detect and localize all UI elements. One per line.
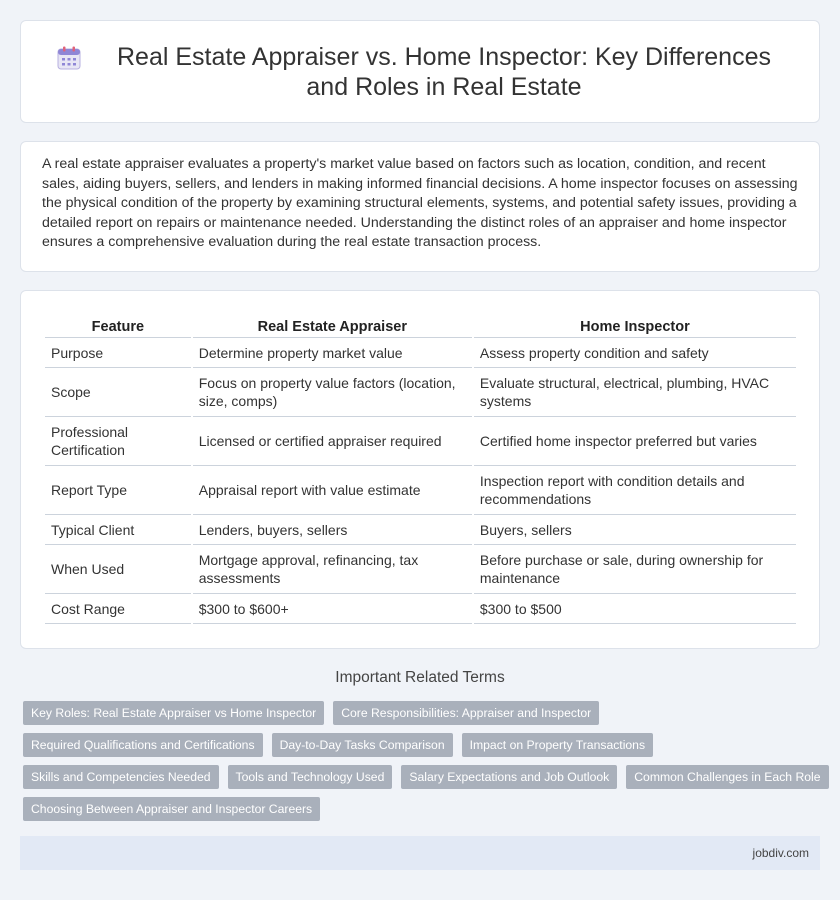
table-row	[45, 338, 796, 368]
feature-cell: Purpose	[45, 338, 191, 368]
appraiser-cell: Lenders, buyers, sellers	[193, 515, 472, 545]
calendar-icon	[56, 45, 82, 71]
table-row	[45, 594, 796, 624]
comparison-card	[20, 290, 820, 649]
feature-cell: Scope	[45, 368, 191, 417]
appraiser-cell: Focus on property value factors (location, size, comps)	[193, 368, 472, 417]
table-header-row	[45, 313, 796, 338]
related-term-tag[interactable]: Core Responsibilities: Appraiser and Inspector	[333, 701, 599, 725]
inspector-cell: Inspection report with condition details and recommendations	[474, 466, 796, 515]
comparison-table	[43, 313, 798, 624]
table-row	[45, 466, 796, 515]
appraiser-cell: Licensed or certified appraiser required	[193, 417, 472, 466]
feature-cell: Professional Certification	[45, 417, 191, 466]
table-row	[45, 545, 796, 594]
table-row	[45, 515, 796, 545]
header-feature: Feature	[45, 313, 191, 338]
feature-cell: Cost Range	[45, 594, 191, 624]
intro-text: A real estate appraiser evaluates a property's market value based on factors such as location, condition, and recent sales, aiding buyers, sellers, and lenders in making informed financial decisions. A home inspector focuses on assessing the physical condition of the property by examining structural elements, systems, and potential safety issues, providing a detailed report on repairs or maintenance needed. Understanding the distinct roles of an appraiser and home inspector ensures a comprehensive evaluation during the real estate transaction process.	[42, 156, 798, 251]
table-row	[45, 417, 796, 466]
inspector-cell: Before purchase or sale, during ownership for maintenance	[474, 545, 796, 594]
related-term-tag[interactable]: Tools and Technology Used	[228, 765, 393, 789]
feature-cell: Typical Client	[45, 515, 191, 545]
footer-site-link[interactable]: jobdiv.com	[752, 846, 809, 860]
table-row	[45, 368, 796, 417]
related-term-tag[interactable]: Choosing Between Appraiser and Inspector Careers	[23, 797, 320, 821]
inspector-cell: Certified home inspector preferred but varies	[474, 417, 796, 466]
appraiser-cell: Determine property market value	[193, 338, 472, 368]
intro-card	[20, 141, 820, 272]
related-terms-list	[23, 701, 823, 829]
related-terms-title: Important Related Terms	[335, 669, 505, 686]
header-inspector: Home Inspector	[474, 313, 796, 338]
related-term-tag[interactable]: Common Challenges in Each Role	[626, 765, 828, 789]
feature-cell: When Used	[45, 545, 191, 594]
appraiser-cell: $300 to $600+	[193, 594, 472, 624]
appraiser-cell: Mortgage approval, refinancing, tax assessments	[193, 545, 472, 594]
related-term-tag[interactable]: Day-to-Day Tasks Comparison	[272, 733, 453, 757]
inspector-cell: Assess property condition and safety	[474, 338, 796, 368]
feature-cell: Report Type	[45, 466, 191, 515]
related-term-tag[interactable]: Key Roles: Real Estate Appraiser vs Home Inspector	[23, 701, 324, 725]
inspector-cell: Buyers, sellers	[474, 515, 796, 545]
related-term-tag[interactable]: Salary Expectations and Job Outlook	[401, 765, 617, 789]
page-title: Real Estate Appraiser vs. Home Inspector: Key Differences and Roles in Real Estate	[116, 42, 771, 101]
footer	[20, 836, 820, 870]
header-appraiser: Real Estate Appraiser	[193, 313, 472, 338]
header-card	[20, 20, 820, 123]
related-term-tag[interactable]: Required Qualifications and Certifications	[23, 733, 263, 757]
related-term-tag[interactable]: Impact on Property Transactions	[462, 733, 653, 757]
related-term-tag[interactable]: Skills and Competencies Needed	[23, 765, 219, 789]
appraiser-cell: Appraisal report with value estimate	[193, 466, 472, 515]
inspector-cell: $300 to $500	[474, 594, 796, 624]
inspector-cell: Evaluate structural, electrical, plumbing, HVAC systems	[474, 368, 796, 417]
